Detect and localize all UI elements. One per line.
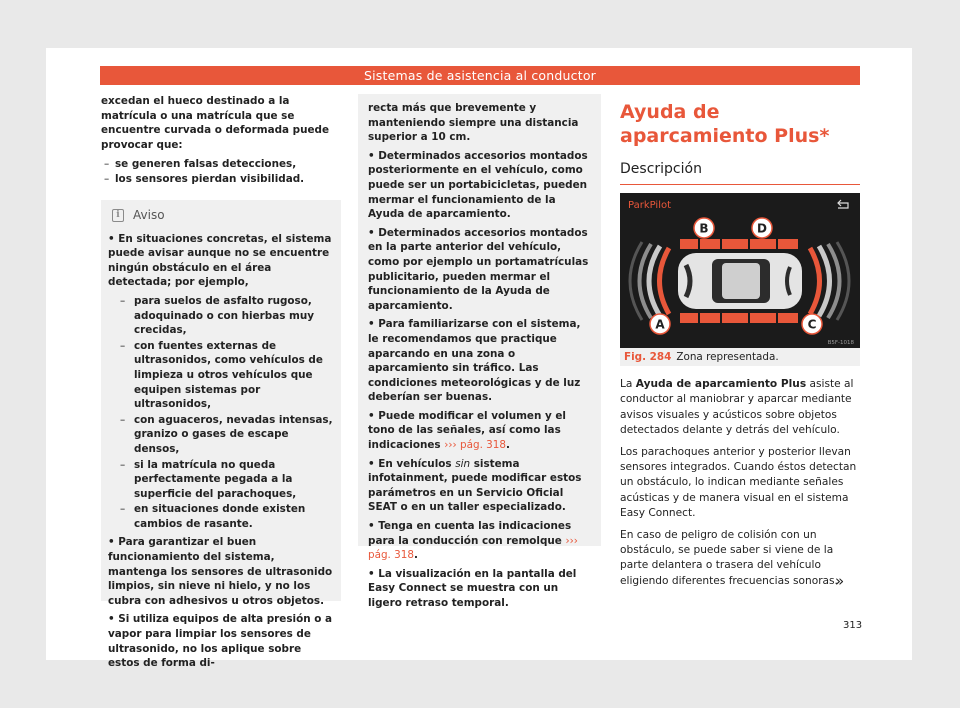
paragraph [368, 409, 593, 453]
paragraph: Los parachoques anterior y posterior llevan sensores integrados. Cuando éstos detectan un obstáculo, lo indican mediante señales acústicas y de manera visual en el sistema Easy Connect. [620, 445, 857, 520]
page-link[interactable]: ››› pág. 318 [368, 534, 578, 562]
car-icon [678, 253, 802, 309]
page-link[interactable]: ››› pág. 318 [444, 439, 507, 452]
aviso-header [108, 206, 334, 228]
list-item: – los sensores pierdan visibilidad. [101, 172, 341, 187]
paragraph-text: • Puede modificar el volumen y el tono de las señales, así como las indicaciones [368, 409, 566, 452]
paragraph: • Determinados accesorios montados en la parte anterior del vehículo, como por ejemplo un portamatrículas publicitario, pueden mermar el funcionamiento de la Ayuda de aparcamiento. [368, 226, 589, 312]
paragraph [620, 377, 860, 439]
paragraph-text: La [620, 378, 633, 390]
intro-list [101, 157, 341, 186]
paragraph [368, 519, 593, 563]
paragraph-text: • En vehículos [368, 457, 452, 470]
aviso-title: Aviso [133, 208, 165, 222]
figure-code: B5F-1018 [827, 340, 854, 346]
figure-caption [620, 348, 860, 366]
paragraph: recta más que brevemente y manteniendo siempre una distancia superior a 10 cm. [368, 102, 579, 144]
list-item: – con fuentes externas de ultrasonidos, como vehículos de limpieza u otros vehículos que equipen sistemas por ultrasonidos, [108, 339, 334, 412]
continue-marker: » [835, 572, 845, 590]
column-middle [358, 94, 601, 609]
page-header: Sistemas de asistencia al conductor [100, 66, 860, 85]
paragraph [368, 457, 593, 515]
zone-label-a [650, 314, 670, 334]
page-number: 313 [843, 620, 863, 631]
paragraph: En caso de peligro de colisión con un obstáculo, se puede saber si viene de la parte delantera o trasera del vehículo eligiendo diferentes frecuencias sonoras. [620, 528, 838, 587]
svg-text:C: C [807, 317, 817, 332]
paragraph-text: asiste al conductor al maniobrar y aparcar mediante avisos visuales y acústicos sobre objetos detectados delante y detrás del vehículo. [620, 378, 854, 437]
zone-label-b [694, 218, 714, 238]
list-item: – en situaciones donde existen cambios de rasante. [108, 502, 334, 531]
zone-label-c [802, 314, 822, 334]
column-right-body [620, 377, 860, 595]
column-left [101, 94, 341, 191]
caption-text: Zona representada. [676, 351, 779, 363]
parkpilot-figure [620, 193, 860, 348]
svg-text:D: D [757, 221, 767, 236]
emphasis-text: sin [455, 457, 471, 470]
parkpilot-illustration [620, 193, 860, 348]
info-icon: i [112, 209, 124, 222]
zone-label-d [752, 218, 772, 238]
aviso-list [108, 294, 334, 532]
screen-title: ParkPilot [628, 200, 672, 211]
aviso-paragraph: • Para garantizar el buen funcionamiento del sistema, mantenga los sensores de ultrasonido limpios, sin nieve ni hielo, y no los cubra con adhesivos u otros objetos. [108, 536, 333, 607]
aviso-paragraph: • Si utiliza equipos de alta presión o a vapor para limpiar los sensores de ultrasonido, no los aplique sobre estos de forma di- [108, 613, 333, 670]
paragraph: • Determinados accesorios montados posteriormente en el vehículo, como puede ser un portabicicletas, pueden mermar el funcionamiento de la Ayuda de aparcamiento. [368, 149, 588, 221]
list-item: – se generen falsas detecciones, [101, 157, 341, 172]
paragraph-text: sistema infotainment, puede modificar estos parámetros en un Servicio Oficial SEAT o en un taller especializado. [368, 457, 582, 514]
paragraph-text: • Tenga en cuenta las indicaciones para la conducción con remolque [368, 520, 572, 547]
figure-number: Fig. 284 [624, 351, 672, 363]
bold-term: Ayuda de aparcamiento Plus [635, 378, 807, 390]
section-title: Ayuda de aparcamiento Plus* [620, 101, 830, 147]
intro-text: excedan el hueco destinado a la matrícula o una matrícula que se encuentre curvada o deformada puede provocar que: [101, 95, 330, 151]
svg-text:A: A [655, 317, 665, 332]
subsection-title: Descripción [620, 161, 860, 185]
aviso-box [101, 200, 341, 670]
list-item: – para suelos de asfalto rugoso, adoquinado o con hierbas muy crecidas, [108, 294, 334, 338]
aviso-paragraph: • En situaciones concretas, el sistema puede avisar aunque no se encuentre ningún obstáculo en el área detectada; por ejemplo, [108, 232, 332, 289]
svg-text:B: B [699, 221, 709, 236]
list-item: – con aguaceros, nevadas intensas, granizo o gases de escape densos, [108, 413, 334, 457]
list-item: – si la matrícula no queda perfectamente pegada a la superficie del parachoques, [108, 458, 334, 502]
punctuation: . [414, 549, 418, 562]
paragraph: • Para familiarizarse con el sistema, le recomendamos que practique aparcando en una zona o aparcamiento sin tráfico. Las condiciones meteorológicas y de luz deberían ser buenas. [368, 318, 581, 404]
punctuation: . [506, 439, 510, 452]
paragraph: • La visualización en la pantalla del Easy Connect se muestra con un ligero retraso temporal. [368, 567, 577, 609]
